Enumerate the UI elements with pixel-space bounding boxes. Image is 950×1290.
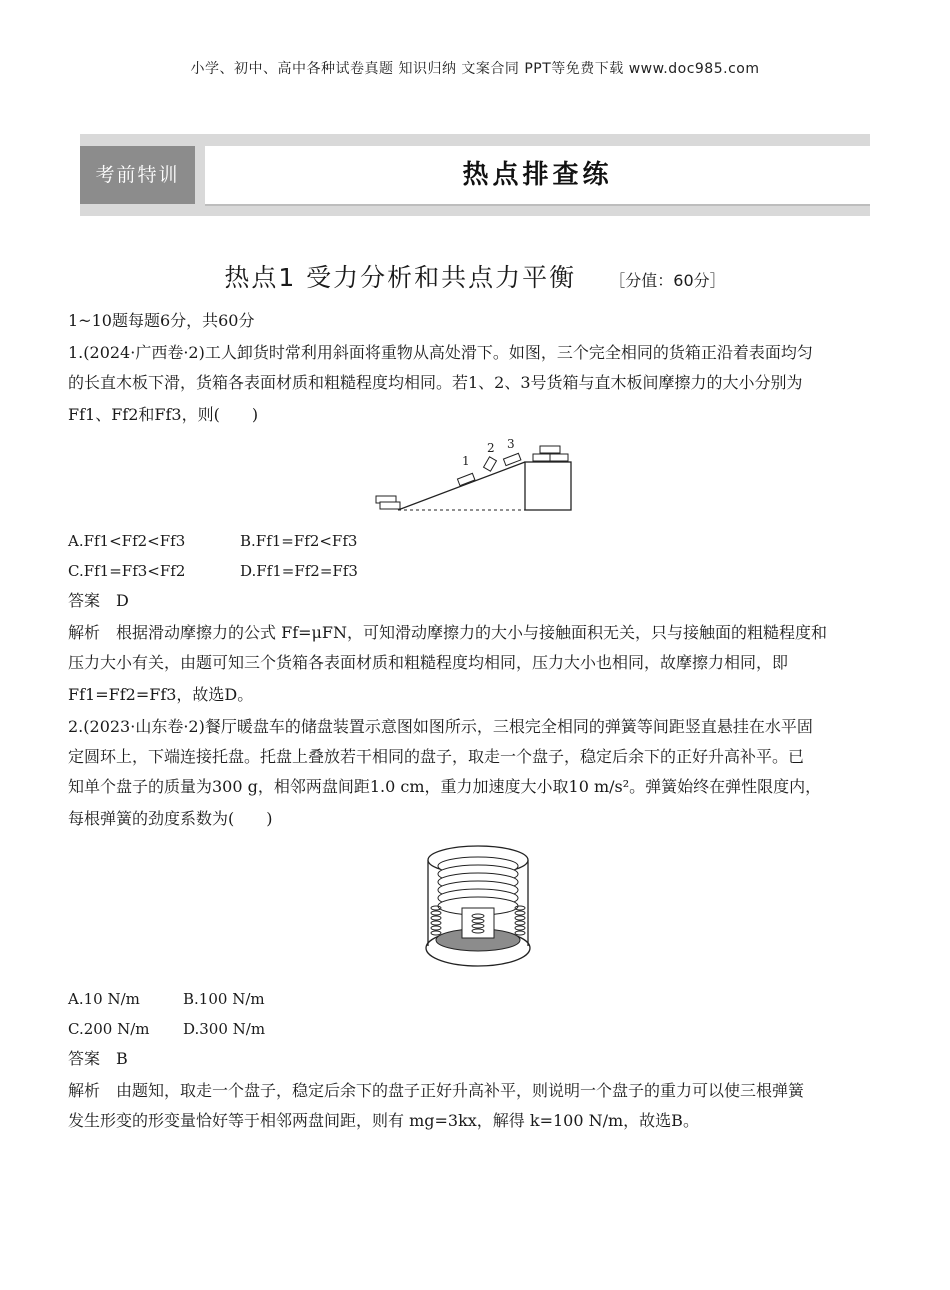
- intro-text: 1~10题每题6分，共60分: [68, 311, 255, 330]
- q1-analysis-line3: Ff1=Ff2=Ff3，故选D。: [68, 685, 254, 704]
- banner: [80, 134, 870, 216]
- q2-option-d: D.300 N/m: [183, 1020, 266, 1038]
- q2-answer: 答案 B: [68, 1049, 128, 1068]
- section-title: 热点1 受力分析和共点力平衡: [224, 263, 577, 292]
- section-heading: [0, 258, 950, 294]
- q2-option-c: C.200 N/m: [68, 1020, 150, 1038]
- platform-box: [525, 462, 571, 510]
- crate-label-3: 3: [507, 437, 515, 451]
- q1-analysis-line2: 压力大小有关，由题可知三个货箱各表面材质和粗糙程度均相同，压力大小也相同，故摩擦力相同，即: [68, 653, 789, 672]
- banner-tag: 考前特训: [80, 146, 195, 204]
- plate-stack: [438, 857, 518, 915]
- q2-analysis-line2: 发生形变的形变量恰好等于相邻两盘间距，则有 mg=3kx，解得 k=100 N/m，故选B。: [68, 1111, 699, 1130]
- crate-3: [503, 453, 520, 465]
- q1-option-a: A.Ff1<Ff2<Ff3: [68, 532, 186, 550]
- plate-warmer-figure: [418, 838, 538, 974]
- platform-crates: [533, 446, 568, 461]
- q1-line2: 的长直木板下滑，货箱各表面材质和粗糙程度均相同。若1、2、3号货箱与直木板间摩擦力的大小分别为: [68, 373, 803, 392]
- crate-2: [484, 457, 497, 471]
- ground-crates: [376, 496, 400, 509]
- q1-option-b: B.Ff1=Ff2<Ff3: [240, 532, 358, 550]
- q2-line2: 定圆环上，下端连接托盘。托盘上叠放若干相同的盘子，取走一个盘子，稳定后余下的正好升高补平。已: [68, 747, 805, 766]
- q1-option-d: D.Ff1=Ff2=Ff3: [240, 562, 358, 580]
- incline-figure: [370, 436, 580, 516]
- q1-answer: 答案 D: [68, 591, 129, 610]
- crate-label-1: 1: [462, 454, 470, 468]
- spring-right: [515, 906, 525, 935]
- q2-analysis-line1: 解析 由题知，取走一个盘子，稳定后余下的盘子正好升高补平，则说明一个盘子的重力可以使三根弹簧: [68, 1081, 805, 1100]
- section-score: ［分值：60分］: [609, 271, 726, 290]
- spring-left: [431, 906, 441, 935]
- site-header: 小学、初中、高中各种试卷真题 知识归纳 文案合同 PPT等免费下载 www.doc985.com: [190, 61, 760, 77]
- crate-label-2: 2: [487, 441, 495, 455]
- q2-option-a: A.10 N/m: [68, 990, 140, 1008]
- q1-analysis-line1: 解析 根据滑动摩擦力的公式 Ff=μFN，可知滑动摩擦力的大小与接触面积无关，只与接触面的粗糙程度和: [68, 623, 828, 642]
- q2-line4: 每根弹簧的劲度系数为( ): [68, 809, 273, 828]
- q2-option-b: B.100 N/m: [183, 990, 265, 1008]
- incline-board: [398, 462, 525, 510]
- q1-option-c: C.Ff1=Ff3<Ff2: [68, 562, 186, 580]
- q1-line3: Ff1、Ff2和Ff3，则( ): [68, 405, 259, 424]
- q2-line1: 2.(2023·山东卷·2)餐厅暖盘车的储盘装置示意图如图所示，三根完全相同的弹簧等间距竖直悬挂在水平固: [68, 717, 813, 736]
- q1-line1: 1.(2024·广西卷·2)工人卸货时常利用斜面将重物从高处滑下。如图，三个完全相同的货箱正沿着表面均匀: [68, 343, 813, 362]
- banner-title: 热点排查练: [205, 146, 870, 206]
- q2-line3: 知单个盘子的质量为300 g，相邻两盘间距1.0 cm，重力加速度大小取10 m/s²。弹簧始终在弹性限度内，: [68, 777, 822, 796]
